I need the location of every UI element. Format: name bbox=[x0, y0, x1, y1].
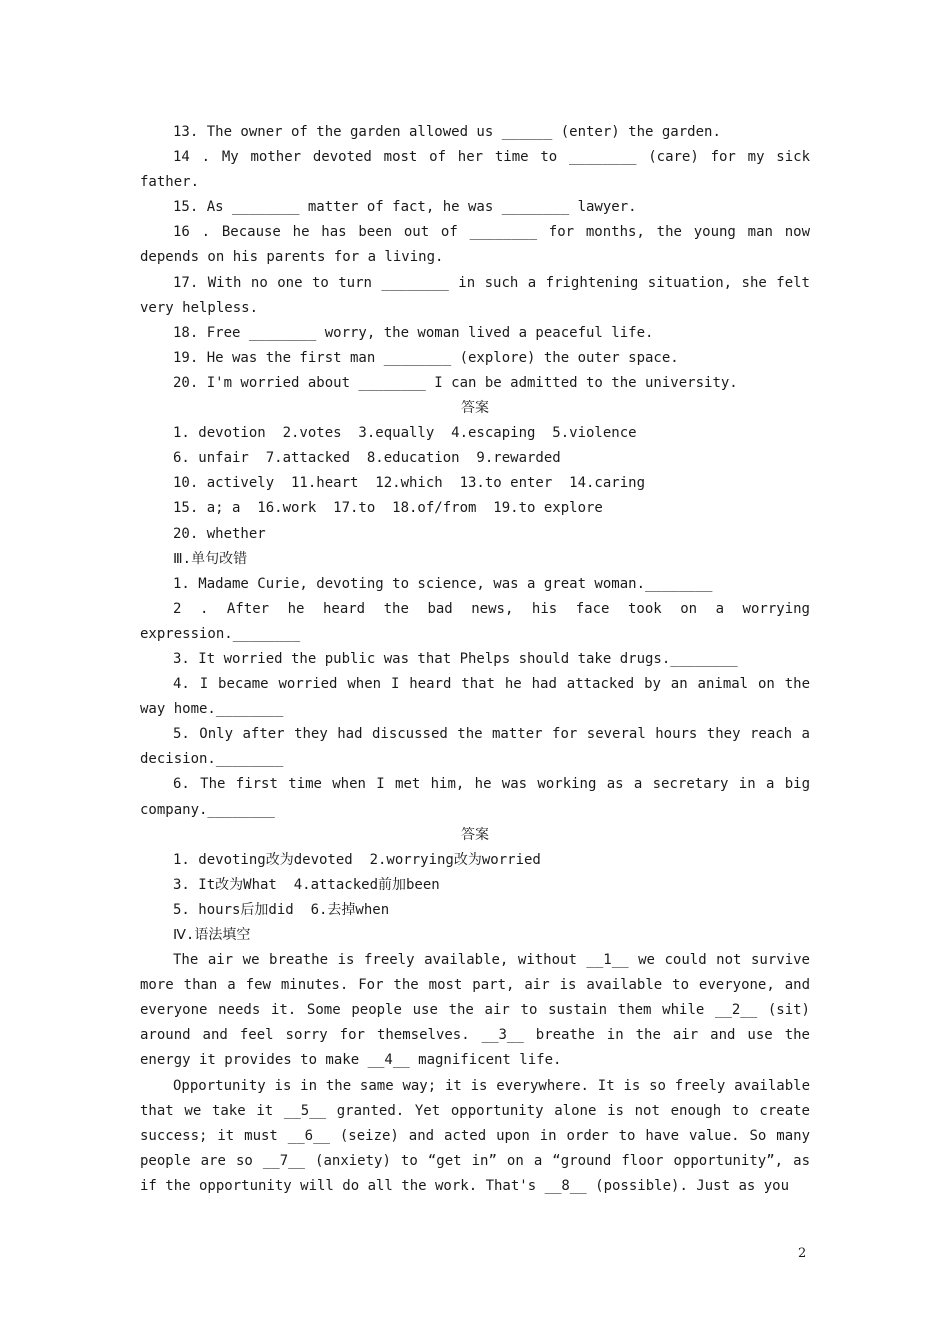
exercise-item: 19. He was the first man ________ (explore) the outer space. bbox=[173, 349, 679, 366]
exercise-item: 14 . My mother devoted most of her time to ________ (care) for my sick father. bbox=[140, 149, 819, 191]
answer-heading: 答案 bbox=[461, 400, 489, 417]
exercise-item: 4. I became worried when I heard that he had attacked by an animal on the way home.________ bbox=[140, 676, 819, 718]
exercise-item: 2 . After he heard the bad news, his face took on a worrying expression.________ bbox=[140, 600, 819, 642]
answer-heading: 答案 bbox=[461, 826, 489, 843]
answer-line: 5. hours后加did 6.去掉when bbox=[173, 901, 390, 918]
exercise-item: 18. Free ________ worry, the woman lived a peaceful life. bbox=[173, 324, 654, 341]
answer-line: 15. a; a 16.work 17.to 18.of/from 19.to explore bbox=[173, 500, 603, 517]
exercise-item: 15. As ________ matter of fact, he was ________ lawyer. bbox=[173, 199, 637, 216]
answer-line: 3. It改为What 4.attacked前加been bbox=[173, 876, 440, 893]
answer-line: 6. unfair 7.attacked 8.education 9.rewarded bbox=[173, 450, 561, 467]
answer-line: 1. devotion 2.votes 3.equally 4.escaping 5.violence bbox=[173, 425, 637, 442]
section-heading: Ⅲ.单句改错 bbox=[173, 550, 248, 567]
passage-paragraph: The air we breathe is freely available, without __1__ we could not survive more than a few minutes. For the most part, air is available to everyone, and everyone needs it. Some people use the air to sustain them while __2__ (sit) around and feel sorry for themselves. __3__ breathe in the air and use the energy it provides to make __4__ magnificent life. bbox=[140, 952, 819, 1069]
exercise-item: 5. Only after they had discussed the matter for several hours they reach a decision.________ bbox=[140, 726, 819, 768]
page-number: 2 bbox=[798, 1246, 807, 1261]
exercise-item: 6. The first time when I met him, he was working as a secretary in a big company.________ bbox=[140, 776, 819, 818]
exercise-item: 17. With no one to turn ________ in such a frightening situation, she felt very helpless. bbox=[140, 274, 819, 316]
document-page bbox=[140, 120, 819, 1199]
section-heading: Ⅳ.语法填空 bbox=[173, 927, 251, 943]
answer-line: 1. devoting改为devoted 2.worrying改为worried bbox=[173, 851, 541, 868]
answer-line: 20. whether bbox=[173, 525, 266, 542]
exercise-item: 3. It worried the public was that Phelps should take drugs.________ bbox=[173, 650, 738, 667]
exercise-item: 20. I'm worried about ________ I can be admitted to the university. bbox=[173, 374, 738, 391]
exercise-item: 13. The owner of the garden allowed us ______ (enter) the garden. bbox=[173, 124, 721, 140]
exercise-item: 1. Madame Curie, devoting to science, was a great woman.________ bbox=[173, 575, 713, 592]
answer-line: 10. actively 11.heart 12.which 13.to enter 14.caring bbox=[173, 475, 646, 492]
passage-paragraph: Opportunity is in the same way; it is everywhere. It is so freely available that we take it __5__ granted. Yet opportunity alone is not enough to create success; it must __6__ (seize) and acted upon in order to have value. So many people are so __7__ (anxiety) to “get in” on a “ground floor opportunity”, as if the opportunity will do all the work. That's __8__ (possible). Just as you bbox=[140, 1077, 819, 1194]
exercise-item: 16 . Because he has been out of ________ for months, the young man now depends on his parents for a living. bbox=[140, 224, 819, 266]
